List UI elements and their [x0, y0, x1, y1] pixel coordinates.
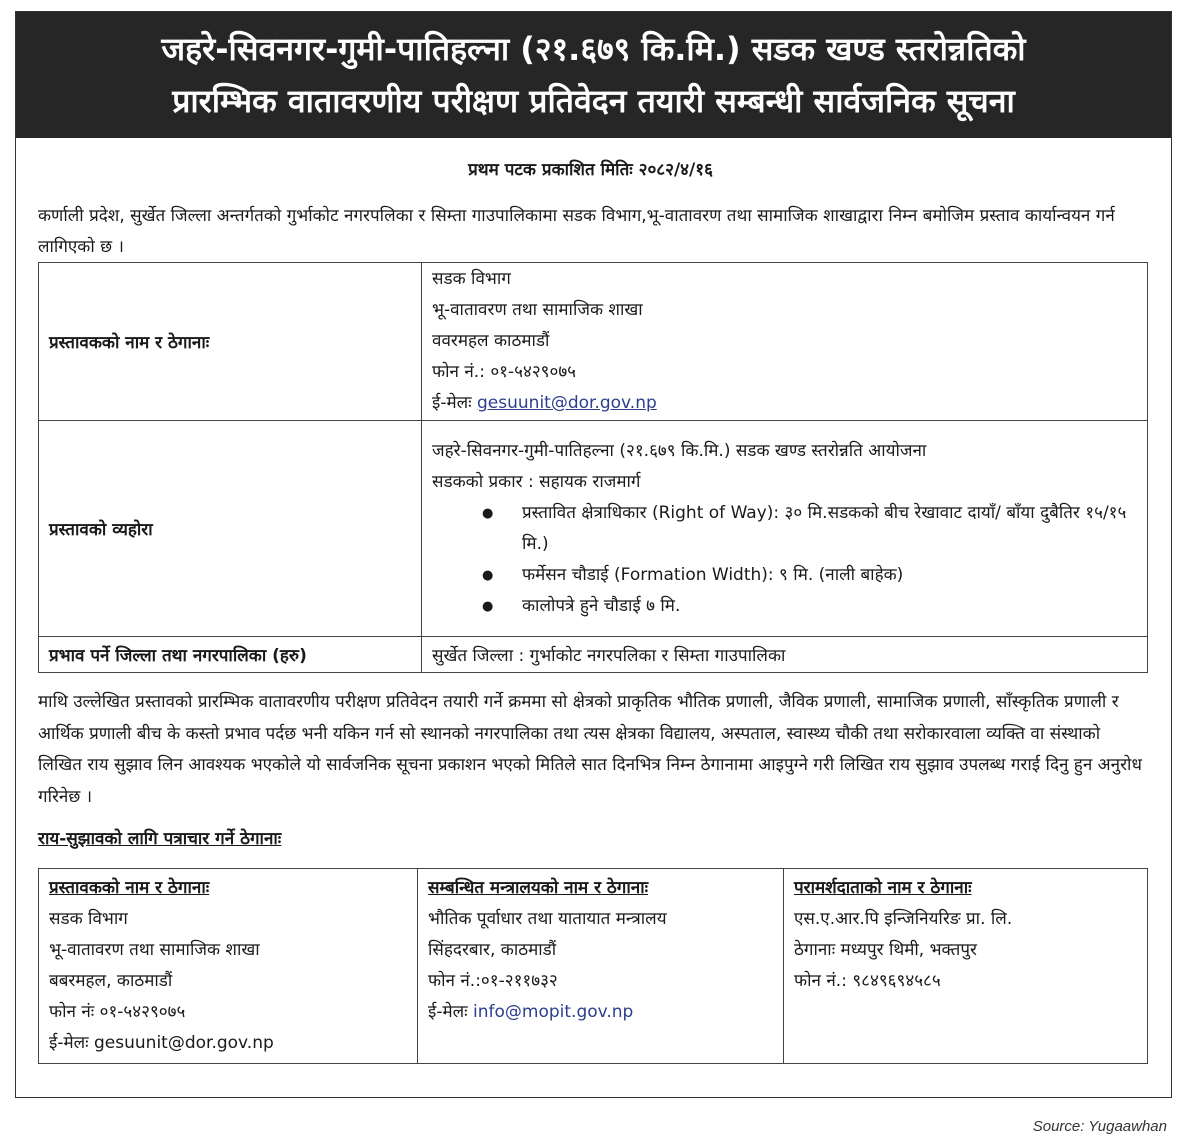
proposer-label: प्रस्तावकको नाम र ठेगानाः — [39, 263, 422, 421]
proposer-line: ववरमहल काठमाडौं — [432, 331, 550, 351]
contact-consultant — [784, 869, 1148, 1064]
contact-line: ई-मेलः gesuunit@dor.gov.np — [49, 1033, 274, 1053]
contact-title: प्रस्तावकको नाम र ठेगानाः — [49, 878, 210, 898]
contact-line: फोन नं.: ९८४९६९४५८५ — [794, 971, 941, 991]
proposal-details — [422, 421, 1148, 637]
header-line-2: प्रारम्भिक वातावरणीय परीक्षण प्रतिवेदन तयारी सम्बन्धी सार्वजनिक सूचना — [172, 82, 1015, 120]
notice-header — [16, 12, 1171, 138]
proposer-email-link[interactable]: gesuunit@dor.gov.np — [477, 393, 657, 413]
contact-line: ठेगानाः मध्यपुर थिमी, भक्तपुर — [794, 940, 977, 960]
source-credit: Source: Yugaawhan — [1032, 1118, 1167, 1135]
contacts-row — [39, 869, 1148, 1064]
affected-row — [39, 637, 1148, 673]
contact-line: भू-वातावरण तथा सामाजिक शाखा — [49, 940, 260, 960]
proposal-label: प्रस्तावको व्यहोरा — [39, 421, 422, 637]
proposer-details — [422, 263, 1148, 421]
contact-title: परामर्शदाताको नाम र ठेगानाः — [794, 878, 972, 898]
contact-line: बबरमहल, काठमाडौं — [49, 971, 173, 991]
publish-date: प्रथम पटक प्रकाशित मितिः २०८२/४/१६ — [468, 160, 713, 180]
proposal-line: जहरे-सिवनगर-गुमी-पातिहल्ना (२१.६७९ कि.मि.) सडक खण्ड स्तरोन्नति आयोजना — [432, 440, 927, 461]
contact-line: फोन नं.:०१-२११७३२ — [428, 971, 558, 991]
affected-value: सुर्खेत जिल्ला : गुर्भाकोट नगरपलिका र सिम्ता गाउपालिका — [422, 637, 1148, 673]
proposal-bullet: ● फर्मेसन चौडाई (Formation Width): ९ मि. (नाली बाहेक) — [432, 560, 1137, 591]
proposer-line: फोन नं.: ०१-५४२९०७५ — [432, 362, 577, 382]
contact-line: सडक विभाग — [49, 909, 128, 929]
contact-heading: राय-सुझावको लागि पत्राचार गर्ने ठेगानाः — [38, 829, 282, 849]
contact-line: एस.ए.आर.पि इन्जिनियरिङ प्रा. लि. — [794, 909, 1013, 929]
contacts-table — [38, 868, 1148, 1064]
email-label: ई-मेलः — [432, 393, 472, 413]
contact-proposer — [39, 869, 418, 1064]
header-line-1: जहरे-सिवनगर-गुमी-पातिहल्ना (२१.६७९ कि.मि.) सडक खण्ड स्तरोन्नतिको — [161, 30, 1026, 68]
request-paragraph: माथि उल्लेखित प्रस्तावको प्रारम्भिक वातावरणीय परीक्षण प्रतिवेदन तयारी गर्ने क्रममा सो क्षेत्रको प्राकृतिक भौतिक प्रणाली, जैविक प्रणाली, सामाजिक प्रणाली, साँस्कृतिक प्रणाली र आर्थिक प्रणाली बीच के कस्तो प्रभाव पर्दछ भनी यकिन गर्न सो स्थानको नगरपालिका तथा त्यस क्षेत्रका विद्यालय, अस्पताल, स्वास्थ्य चौकी तथा सरोकारवाला व्यक्ति वा संस्थाको लिखित राय सुझाव लिन आवश्यक भएकोले यो सार्वजनिक सूचना प्रकाशन भएको मितिले सात दिनभित्र निम्न ठेगानामा आइपुग्ने गरी लिखित राय सुझाव उपलब्ध गराई दिनु हुन अनुरोध गरिनेछ । — [38, 692, 1142, 807]
ministry-email-link[interactable]: info@mopit.gov.np — [473, 1002, 634, 1022]
proposal-bullet: ● कालोपत्रे हुने चौडाई ७ मि. — [432, 591, 1137, 622]
proposer-email-line — [432, 388, 1137, 419]
proposal-line: सडकको प्रकार : सहायक राजमार्ग — [432, 471, 641, 492]
proposal-row — [39, 421, 1148, 637]
email-label: ई-मेलः — [428, 1002, 468, 1022]
proposer-line: भू-वातावरण तथा सामाजिक शाखा — [432, 300, 643, 320]
proposer-line: सडक विभाग — [432, 269, 511, 289]
proposal-table — [38, 262, 1148, 673]
contact-line: भौतिक पूर्वाधार तथा यातायात मन्त्रालय — [428, 909, 667, 929]
contact-line: फोन नंः ०१-५४२९०७५ — [49, 1002, 186, 1022]
affected-label: प्रभाव पर्ने जिल्ला तथा नगरपालिका (हरु) — [39, 637, 422, 673]
proposer-row — [39, 263, 1148, 421]
contact-line: सिंहदरबार, काठमाडौं — [428, 940, 557, 960]
contact-email-line — [428, 997, 773, 1028]
contact-ministry — [418, 869, 784, 1064]
proposal-bullet: ● प्रस्तावित क्षेत्राधिकार (Right of Way): ३० मि.सडकको बीच रेखावाट दायाँ/ बाँया दुबैतिर १५/१५ मि.) — [432, 498, 1137, 560]
contact-title: सम्बन्धित मन्त्रालयको नाम र ठेगानाः — [428, 878, 649, 898]
intro-text: कर्णाली प्रदेश, सुर्खेत जिल्ला अन्तर्गतको गुर्भाकोट नगरपलिका र सिम्ता गाउपालिकामा सडक विभाग,भू-वातावरण तथा सामाजिक शाखाद्वारा निम्न बमोजिम प्रस्ताव कार्यान्वयन गर्न लागिएको छ । — [38, 206, 1115, 257]
